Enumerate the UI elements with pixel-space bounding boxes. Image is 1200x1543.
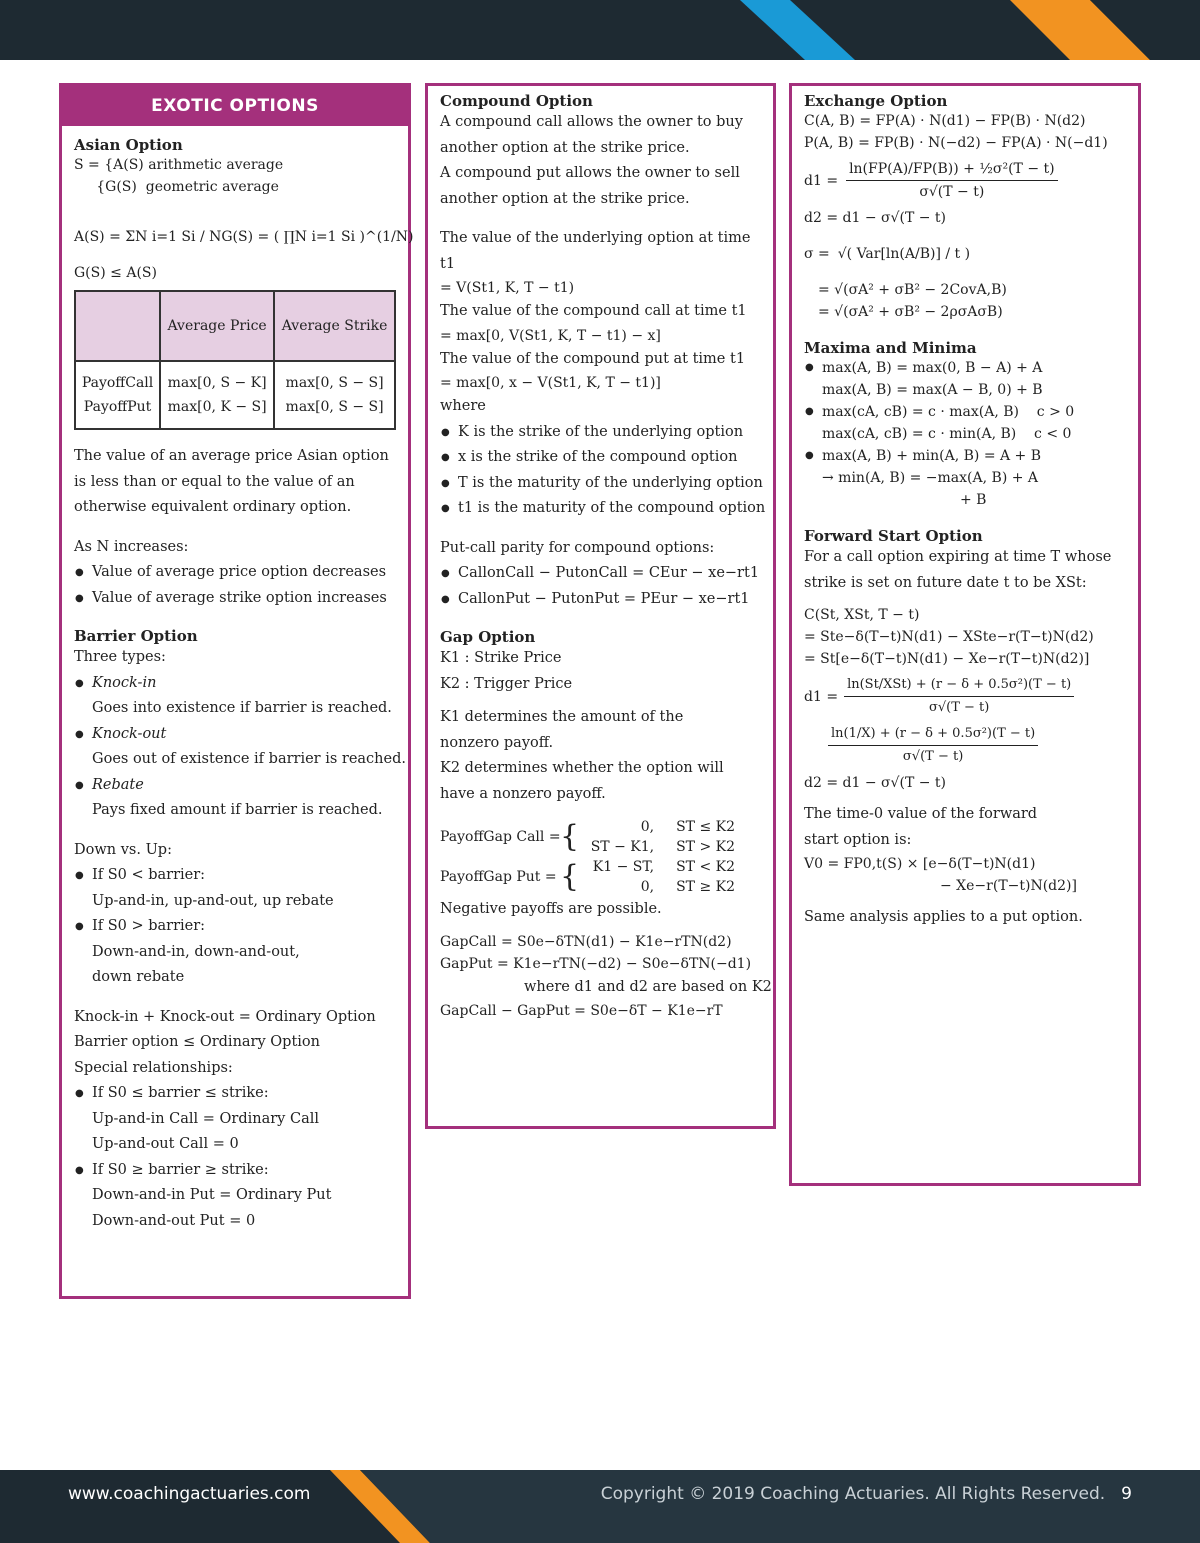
formula-line: d2 = d1 − σ√(T − t) (804, 210, 946, 226)
list-item: ● Rebate (74, 773, 396, 799)
footer-copyright (601, 1484, 1132, 1504)
text-line: K2 determines whether the option will (440, 760, 724, 776)
text-line: For a call option expiring at time T whose (804, 549, 1112, 565)
text-line: K1 determines the amount of the (440, 709, 684, 725)
text-line: Goes into existence if barrier is reached. (92, 700, 392, 716)
formula-line: C(St, XSt, T − t) (804, 607, 920, 623)
text-line: down rebate (92, 969, 185, 985)
top-stripes-graphic (0, 0, 1200, 60)
list-item: ● Value of average price option decreases (74, 560, 396, 586)
exchange-d1-formula: d1 = $\frac{\text{ln(FP(A)/FP(B)) + ½σ²(T − t)}}{\sigma√(T - t)}$ (804, 158, 1126, 203)
footer-website-link[interactable]: www.coachingactuaries.com (68, 1484, 311, 1504)
formula-line: d2 = d1 − σ√(T − t) (804, 775, 946, 791)
forward-d1-formula: d1 = $\frac{\text{ln(St/XSt) + (r − δ + 0.5σ²)(T − t)}}{\sigma√(T - t)}$ (804, 674, 1126, 719)
text-line: Barrier option ≤ Ordinary Option (74, 1034, 320, 1050)
text-line: nonzero payoff. (440, 734, 554, 751)
formula-line: + B (960, 492, 987, 508)
list-item: ● Value of average strike option increases (74, 586, 396, 612)
compound-option-heading: Compound Option (440, 92, 593, 110)
section-title: EXOTIC OPTIONS (62, 86, 408, 126)
list-item: ● max(A, B) + min(A, B) = A + B (804, 445, 1126, 467)
list-item: ● CallonCall − PutonCall = CEur − xe−rt1 (440, 561, 761, 587)
list-item: ● If S0 ≥ barrier ≥ strike: (74, 1158, 396, 1184)
formula-line: GapCall = S0e−δTN(d1) − K1e−rTN(d2) (440, 933, 732, 950)
asian-option-heading: Asian Option (74, 136, 183, 154)
text-line: The value of an average price Asian option (74, 448, 389, 464)
text-line: start option is: (804, 831, 912, 848)
top-banner (0, 0, 1200, 60)
gap-option-heading: Gap Option (440, 628, 536, 646)
forward-d1-alt-formula: $\frac{\text{ln(1/X) + (r − δ + 0.5σ²)(T − t)}}{\sigma√(T - t)}$ (804, 723, 1126, 768)
text-line: Up-and-in Call = Ordinary Call (92, 1110, 320, 1127)
page-number: 9 (1121, 1484, 1132, 1504)
list-item: ● T is the maturity of the underlying option (440, 471, 761, 497)
text-line: another option at the strike price. (440, 139, 690, 156)
text-line: otherwise equivalent ordinary option. (74, 499, 352, 515)
average-price-payoffs: max[0, S − K] max[0, K − S] (160, 361, 274, 429)
text-line: have a nonzero payoff. (440, 785, 606, 802)
formula-line: GapPut = K1e−rTN(−d2) − S0e−δTN(−d1) (440, 955, 752, 972)
formula-line: P(A, B) = FP(B) · N(−d2) − FP(A) · N(−d1) (804, 135, 1108, 151)
list-item: ● CallonPut − PutonPut = PEur − xe−rt1 (440, 587, 761, 613)
text-line: Pays fixed amount if barrier is reached. (92, 802, 383, 818)
text-line: Special relationships: (74, 1059, 233, 1076)
geometric-average-formula: G(S) = ( ∏N i=1 Si )^(1/N) (221, 229, 414, 245)
list-item: ● If S0 ≤ barrier ≤ strike: (74, 1081, 396, 1107)
text-line: Up-and-out Call = 0 (92, 1136, 239, 1152)
gap-put-payoff: PayoffGap Put = { K1 − ST, 0, ST < K2 ST ≥ K2 (440, 859, 736, 895)
text-line: Same analysis applies to a put option. (804, 909, 1083, 925)
formula-line: V0 = FP0,t(S) × [e−δ(T−t)N(d1) (804, 856, 1036, 872)
formula-line: = √(σA² + σB² − 2CovA,B) (818, 282, 1007, 298)
text-line: Down vs. Up: (74, 841, 172, 858)
s-definition-2: {G(S) geometric average (74, 179, 279, 195)
text-line: The time-0 value of the forward (804, 806, 1038, 822)
text-line: The value of the underlying option at time (440, 230, 751, 246)
list-item: ● K is the strike of the underlying option (440, 420, 761, 446)
table-header-cell (75, 291, 160, 361)
text-line: Up-and-in, up-and-out, up rebate (92, 892, 334, 909)
list-item: ● t1 is the maturity of the compound option (440, 496, 761, 522)
formula-line: = max[0, x − V(St1, K, T − t1)] (440, 375, 661, 391)
text-line: Goes out of existence if barrier is reached. (92, 751, 406, 767)
s-definition-1: S = {A(S) arithmetic average (74, 157, 284, 173)
table-header-cell: Average Price (160, 291, 274, 361)
formula-line: = St[e−δ(T−t)N(d1) − Xe−r(T−t)N(d2)] (804, 651, 1090, 667)
list-item: ● x is the strike of the compound option (440, 445, 761, 471)
text-line: Down-and-in, down-and-out, (92, 943, 300, 960)
text-line: where d1 and d2 are based on K2 (524, 978, 772, 995)
formula-line: − Xe−r(T−t)N(d2)] (940, 878, 1077, 894)
text-line: Three types: (74, 649, 166, 665)
formula-line: C(A, B) = FP(A) · N(d1) − FP(B) · N(d2) (804, 113, 1086, 129)
list-item: ● Knock-out (74, 722, 396, 748)
table-row-labels: PayoffCall PayoffPut (75, 361, 160, 429)
text-line: The value of the compound call at time t1 (440, 303, 747, 319)
text-line: Put-call parity for compound options: (440, 539, 715, 556)
list-item: ● If S0 > barrier: (74, 914, 396, 940)
footer-stripes-graphic (0, 1470, 1200, 1543)
text-line: As N increases: (74, 538, 189, 555)
sigma-formula: σ = √( Var[ln(A/B)] / t ) (804, 246, 971, 262)
gap-call-payoff: PayoffGap Call = { 0, ST − K1, ST ≤ K2 ST > K2 (440, 819, 736, 855)
asian-payoff-table (74, 290, 396, 430)
footer-bar (0, 1470, 1200, 1543)
text-line: Negative payoffs are possible. (440, 901, 662, 917)
exchange-forward-box (789, 83, 1141, 1186)
text-line: K1 : Strike Price (440, 650, 562, 666)
average-strike-payoffs: max[0, S − S] max[0, S − S] (274, 361, 395, 429)
exotic-options-box (59, 83, 414, 1299)
text-line: strike is set on future date t to be XSt: (804, 574, 1087, 591)
forward-start-heading: Forward Start Option (804, 527, 983, 545)
formula-line: → min(A, B) = −max(A, B) + A (822, 470, 1039, 486)
maxima-minima-heading: Maxima and Minima (804, 339, 977, 357)
list-item: ● If S0 < barrier: (74, 863, 396, 889)
text-line: another option at the strike price. (440, 190, 690, 207)
formula-line: = V(St1, K, T − t1) (440, 280, 575, 296)
list-item: ● max(A, B) = max(0, B − A) + A (804, 357, 1126, 379)
text-line: A compound call allows the owner to buy (440, 114, 743, 130)
list-item: ● max(cA, cB) = c · max(A, B) c > 0 (804, 401, 1126, 423)
text-line: Down-and-in Put = Ordinary Put (92, 1187, 332, 1203)
formula-line: GapCall − GapPut = S0e−δT − K1e−rT (440, 1003, 723, 1019)
text-line: K2 : Trigger Price (440, 675, 573, 692)
compound-gap-box (425, 83, 776, 1129)
text-line: t1 (440, 255, 456, 272)
copyright-text: Copyright © 2019 Coaching Actuaries. All Rights Reserved. (600, 1484, 1106, 1504)
average-inequality: G(S) ≤ A(S) (74, 265, 157, 281)
formula-line: max(cA, cB) = c · min(A, B) c < 0 (822, 426, 1072, 442)
text-line: A compound put allows the owner to sell (440, 165, 740, 181)
text-line: Down-and-out Put = 0 (92, 1212, 256, 1229)
barrier-option-heading: Barrier Option (74, 627, 198, 645)
text-line: Knock-in + Knock-out = Ordinary Option (74, 1008, 376, 1025)
formula-line: max(A, B) = max(A − B, 0) + B (822, 382, 1043, 398)
list-item: ● Knock-in (74, 671, 396, 697)
text-line: The value of the compound put at time t1 (440, 350, 746, 367)
text-line: where (440, 398, 486, 414)
arithmetic-average-formula: A(S) = ΣN i=1 Si / N (74, 229, 222, 245)
text-line: is less than or equal to the value of an (74, 473, 355, 490)
formula-line: = Ste−δ(T−t)N(d1) − XSte−r(T−t)N(d2) (804, 629, 1094, 645)
exchange-option-heading: Exchange Option (804, 92, 948, 110)
formula-line: = max[0, V(St1, K, T − t1) − x] (440, 327, 661, 344)
table-header-cell: Average Strike (274, 291, 395, 361)
formula-line: = √(σA² + σB² − 2ρσAσB) (818, 304, 1003, 320)
